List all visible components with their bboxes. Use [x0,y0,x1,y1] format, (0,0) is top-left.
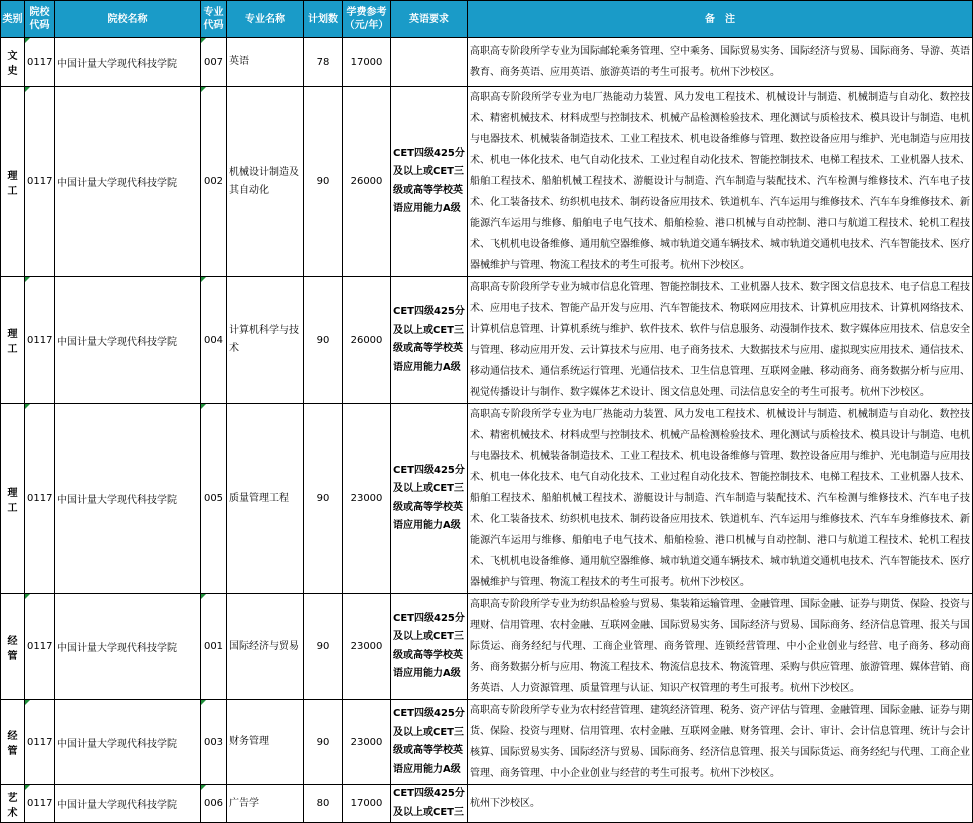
header-school-name: 院校名称 [55,1,201,38]
header-english: 英语要求 [391,1,468,38]
major-code-cell: 002 [201,87,227,277]
school-code-cell: 0117 [25,700,55,785]
table-row [1,277,973,404]
school-code-cell: 0117 [25,277,55,404]
school-name-cell: 中国计量大学现代科技学院 [55,700,201,785]
tuition-cell: 17000 [343,785,391,823]
header-row [1,1,973,38]
notes-cell: 高职高专阶段所学专业为电厂热能动力装置、风力发电工程技术、机械设计与制造、机械制造与自动化、数控技术、精密机械技术、材料成型与控制技术、机械产品检测检验技术、理化测试与质检技术、模具设计与制造、电机与电器技术、机械装备制造技术、工业工程技术、机电设备维修与管理、数控设备应用与维护、光电制造与应用技术、机电一体化技术、电气自动化技术、工业过程自动化技术、智能控制技术、电梯工程技术、工业机器人技术、船舶工程技术、船舶机械工程技术、游艇设计与制造、汽车制造与装配技术、汽车检测与维修技术、汽车电子技术、化工装备技术、纺织机电技术、制药设备应用技术、铁道机车、汽车运用与维修技术、汽车车身维修技术、新能源汽车运用与维修、船舶电子电气技术、船舶检验、港口机械与自动控制、港口与航道工程技术、轮机工程技术、飞机机电设备维修、通用航空器维修、城市轨道交通车辆技术、城市轨道交通机电技术、汽车智能技术、医疗器械维护与管理、物流工程技术的考生可报考。杭州下沙校区。 [468,404,973,594]
table-row [1,404,973,594]
school-code-cell: 0117 [25,38,55,87]
table-row [1,700,973,785]
header-major-name: 专业名称 [227,1,304,38]
school-name-cell: 中国计量大学现代科技学院 [55,38,201,87]
school-name-cell: 中国计量大学现代科技学院 [55,404,201,594]
tuition-cell: 26000 [343,87,391,277]
english-cell: CET四级425分及以上或CET三级或高等学校英语应用能力A级 [391,277,468,404]
category-cell: 经管 [1,594,25,700]
plan-cell: 90 [304,594,343,700]
english-cell: CET四级425分及以上或CET三级或高等学校英语应用能力A级 [391,404,468,594]
school-name-cell: 中国计量大学现代科技学院 [55,87,201,277]
category-cell: 理工 [1,404,25,594]
category-cell: 理工 [1,87,25,277]
category-cell: 理工 [1,277,25,404]
plan-cell: 78 [304,38,343,87]
header-school-code: 院校代码 [25,1,55,38]
header-category: 类别 [1,1,25,38]
english-cell: CET四级425分及以上或CET三级或高等学校英语应用能力A级 [391,87,468,277]
major-name-cell: 英语 [227,38,304,87]
school-code-cell: 0117 [25,87,55,277]
category-cell: 经管 [1,700,25,785]
notes-cell: 杭州下沙校区。 [468,785,973,823]
notes-cell: 高职高专阶段所学专业为国际邮轮乘务管理、空中乘务、国际贸易实务、国际经济与贸易、国际商务、导游、英语教育、商务英语、应用英语、旅游英语的考生可报考。杭州下沙校区。 [468,38,973,87]
major-code-cell: 005 [201,404,227,594]
plan-cell: 90 [304,404,343,594]
major-code-cell: 003 [201,700,227,785]
notes-cell: 高职高专阶段所学专业为电厂热能动力装置、风力发电工程技术、机械设计与制造、机械制造与自动化、数控技术、精密机械技术、材料成型与控制技术、机械产品检测检验技术、理化测试与质检技术、模具设计与制造、电机与电器技术、机械装备制造技术、工业工程技术、机电设备维修与管理、数控设备应用与维护、光电制造与应用技术、机电一体化技术、电气自动化技术、工业过程自动化技术、智能控制技术、电梯工程技术、工业机器人技术、船舶工程技术、船舶机械工程技术、游艇设计与制造、汽车制造与装配技术、汽车检测与维修技术、汽车电子技术、化工装备技术、纺织机电技术、制药设备应用技术、铁道机车、汽车运用与维修技术、汽车车身维修技术、新能源汽车运用与维修、船舶电子电气技术、船舶检验、港口机械与自动控制、港口与航道工程技术、轮机工程技术、飞机机电设备维修、通用航空器维修、城市轨道交通车辆技术、城市轨道交通机电技术、汽车智能技术、医疗器械维护与管理、物流工程技术的考生可报考。杭州下沙校区。 [468,87,973,277]
tuition-cell: 23000 [343,404,391,594]
school-name-cell: 中国计量大学现代科技学院 [55,785,201,823]
tuition-cell: 26000 [343,277,391,404]
category-cell: 艺术 [1,785,25,823]
tuition-cell: 17000 [343,38,391,87]
major-name-cell: 国际经济与贸易 [227,594,304,700]
school-code-cell: 0117 [25,785,55,823]
table-row [1,785,973,823]
major-code-cell: 001 [201,594,227,700]
plan-cell: 90 [304,277,343,404]
english-cell: CET四级425分及以上或CET三级或高等学校英语应用能力A级 [391,594,468,700]
major-code-cell: 007 [201,38,227,87]
school-name-cell: 中国计量大学现代科技学院 [55,277,201,404]
major-code-cell: 004 [201,277,227,404]
english-cell [391,38,468,87]
major-name-cell: 质量管理工程 [227,404,304,594]
header-major-code: 专业代码 [201,1,227,38]
header-tuition: 学费参考（元/年） [343,1,391,38]
header-notes: 备 注 [468,1,973,38]
notes-cell: 高职高专阶段所学专业为农村经营管理、建筑经济管理、税务、资产评估与管理、金融管理、国际金融、证券与期货、保险、投资与理财、信用管理、农村金融、互联网金融、财务管理、会计、审计、会计信息管理、统计与会计核算、国际贸易实务、国际经济与贸易、国际商务、经济信息管理、报关与国际货运、商务经纪与代理、工商企业管理、商务管理、中小企业创业与经营的考生可报考。杭州下沙校区。 [468,700,973,785]
major-name-cell: 财务管理 [227,700,304,785]
plan-cell: 80 [304,785,343,823]
header-plan: 计划数 [304,1,343,38]
major-name-cell: 广告学 [227,785,304,823]
school-name-cell: 中国计量大学现代科技学院 [55,594,201,700]
school-code-cell: 0117 [25,404,55,594]
plan-cell: 90 [304,700,343,785]
major-name-cell: 计算机科学与技术 [227,277,304,404]
major-name-cell: 机械设计制造及其自动化 [227,87,304,277]
table-row [1,38,973,87]
notes-cell: 高职高专阶段所学专业为城市信息化管理、智能控制技术、工业机器人技术、数字图文信息技术、电子信息工程技术、应用电子技术、智能产品开发与应用、汽车智能技术、物联网应用技术、计算机应用技术、计算机网络技术、计算机信息管理、计算机系统与维护、软件技术、软件与信息服务、动漫制作技术、数字媒体应用技术、信息安全与管理、移动应用开发、云计算技术与应用、电子商务技术、大数据技术与应用、虚拟现实应用技术、通信技术、移动通信技术、通信系统运行管理、光通信技术、卫生信息管理、互联网金融、移动商务、商务数据分析与应用、视觉传播设计与制作、数字媒体艺术设计、图文信息处理、司法信息安全的考生可报考。杭州下沙校区。 [468,277,973,404]
category-cell: 文史 [1,38,25,87]
school-code-cell: 0117 [25,594,55,700]
major-code-cell: 006 [201,785,227,823]
tuition-cell: 23000 [343,700,391,785]
table-row [1,87,973,277]
plan-cell: 90 [304,87,343,277]
english-cell: CET四级425分及以上或CET三级或高等学校英语应用能力A级 [391,700,468,785]
tuition-cell: 23000 [343,594,391,700]
english-cell: CET四级425分及以上或CET三 [391,785,468,823]
table-row [1,594,973,700]
notes-cell: 高职高专阶段所学专业为纺织品检验与贸易、集装箱运输管理、金融管理、国际金融、证券与期货、保险、投资与理财、信用管理、农村金融、互联网金融、国际贸易实务、国际经济与贸易、国际商务、经济信息管理、报关与国际货运、商务经纪与代理、工商企业管理、商务管理、连锁经营管理、中小企业创业与经营、电子商务、移动商务、商务数据分析与应用、物流工程技术、物流信息技术、物流管理、采购与供应管理、旅游管理、媒体营销、商务英语、人力资源管理、质量管理与认证、知识产权管理的考生可报考。杭州下沙校区。 [468,594,973,700]
